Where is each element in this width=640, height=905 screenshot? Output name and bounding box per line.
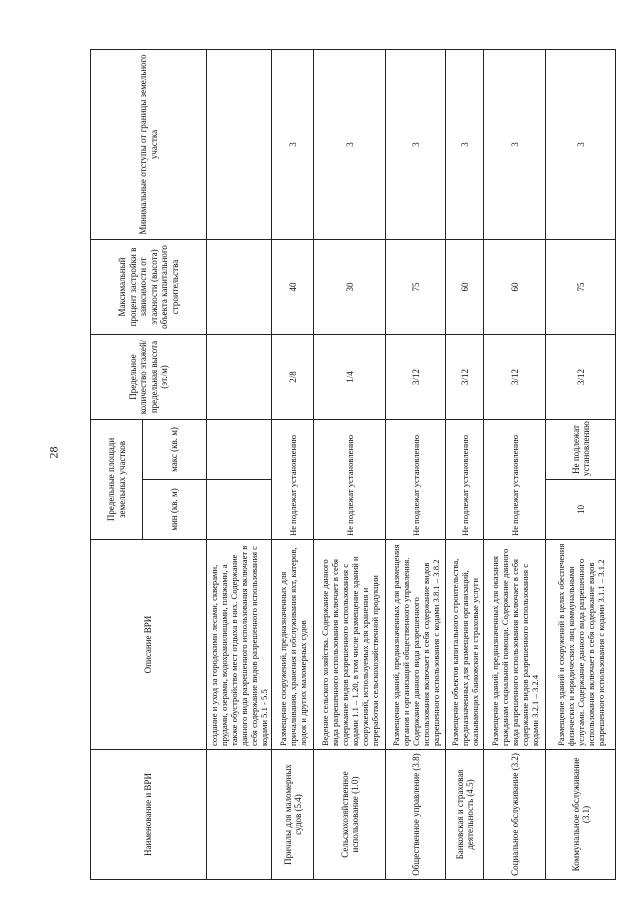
header-name: Наименование и ВРИ (91, 750, 207, 880)
header-description: Описание ВРИ (91, 540, 207, 750)
row-setback (207, 50, 272, 240)
row-area-merged: Не подлежат установлению (272, 420, 314, 540)
zoning-table (90, 49, 616, 880)
row-floors (207, 335, 272, 420)
row-name: Сельскохозяйственное использование (1.0) (314, 750, 386, 880)
row-area-merged: Не подлежат установлению (484, 420, 546, 540)
row-coverage: 60 (484, 240, 546, 335)
row-area-min: 10 (546, 480, 616, 540)
row-floors: 2/8 (272, 335, 314, 420)
row-name (207, 750, 272, 880)
row-setback: 3 (546, 50, 616, 240)
row-floors: 3/12 (484, 335, 546, 420)
row-description: Размещение зданий, предназначенных для размещения органов и организаций общественного управления. Содержание данного вида разрешенного использования включает в себя содержание видов разрешенного использования с кодами 3.8.1 – 3.8.2 (386, 540, 446, 750)
header-floors: Предельное количество этажей/ предельная высота (эт./м) (91, 335, 207, 420)
row-name: Общественное управление (3.8) (386, 750, 446, 880)
row-floors: 3/12 (386, 335, 446, 420)
row-name: Банковская и страховая деятельность (4.5) (446, 750, 484, 880)
row-coverage: 30 (314, 240, 386, 335)
row-coverage: 75 (386, 240, 446, 335)
row-name: Социальное обслуживание (3.2) (484, 750, 546, 880)
header-area-min: мин (кв. м) (143, 480, 207, 540)
row-setback: 3 (386, 50, 446, 240)
row-setback: 3 (272, 50, 314, 240)
row-description: Размещение зданий и сооружений в целях обеспечения физических и юридических лиц коммунальными услугами. Содержание данного вида разрешенного использования включает в себя содержание видов разрешенного использования с кодами 3.1.1 – 3.1.2 (546, 540, 616, 750)
row-name: Коммунальное обслуживание (3.1) (546, 750, 616, 880)
row-coverage (207, 240, 272, 335)
row-coverage: 40 (272, 240, 314, 335)
header-coverage: Максимальный процент застройки в зависимости от этажности (высота) объекта капитального строительства (91, 240, 207, 335)
row-area-merged: Не подлежат установлению (386, 420, 446, 540)
row-area-max: Не подлежат установлению (546, 420, 616, 480)
row-description: Размещение сооружений, предназначенных для причаливания, хранения и обслуживания яхт, катеров, лодок и других маломерных судов (272, 540, 314, 750)
row-area-merged: Не подлежат установлению (446, 420, 484, 540)
row-setback: 3 (314, 50, 386, 240)
row-coverage: 75 (546, 240, 616, 335)
row-coverage: 60 (446, 240, 484, 335)
header-area-max: макс (кв. м) (143, 420, 207, 480)
row-setback: 3 (484, 50, 546, 240)
row-description: Размещение объектов капитального строительства, предназначенных для размещения организаций, оказывающих банковские и страховые услуги (446, 540, 484, 750)
table-row (272, 50, 314, 880)
page-number: 28 (46, 446, 61, 459)
table-row (207, 50, 272, 880)
header-area-group: Предельные площади земельных участков (91, 420, 143, 540)
table-row (484, 50, 546, 880)
row-floors: 3/12 (546, 335, 616, 420)
row-description: создание и уход за городскими лесами, скверами, прудами, озерами, водохранилищами, пляжами, а также обустройство мест отдыха в них. Содержание данного вида разрешенного использования включает в себя содержание видов разрешенного использования с кодами 5.1 - 5.5 (207, 540, 272, 750)
header-setback: Минимальные отступы от границы земельного участка (91, 50, 207, 240)
row-description: Размещение зданий, предназначенных для оказания гражданам социальной помощи. Содержание данного вида разрешенного использования включает в себя содержание видов разрешенного использования с кодами 3.2.1 – 3.2.4 (484, 540, 546, 750)
table-row (314, 50, 386, 880)
row-area-min (207, 480, 272, 540)
rotated-table-container (90, 50, 610, 880)
row-area-max (207, 420, 272, 480)
row-name: Причалы для маломерных судов (5.4) (272, 750, 314, 880)
row-floors: 1/4 (314, 335, 386, 420)
row-setback: 3 (446, 50, 484, 240)
table-row (386, 50, 446, 880)
row-floors: 3/12 (446, 335, 484, 420)
table-row (446, 50, 484, 880)
table-row (546, 50, 616, 880)
row-description: Ведение сельского хозяйства. Содержание данного вида разрешенного использования включает в себя содержание видов разрешенного использования с кодами 1.1 – 1.20, в том числе размещение зданий и сооружений, используемых для хранения и переработки сельскохозяйственной продукции (314, 540, 386, 750)
row-area-merged: Не подлежат установлению (314, 420, 386, 540)
